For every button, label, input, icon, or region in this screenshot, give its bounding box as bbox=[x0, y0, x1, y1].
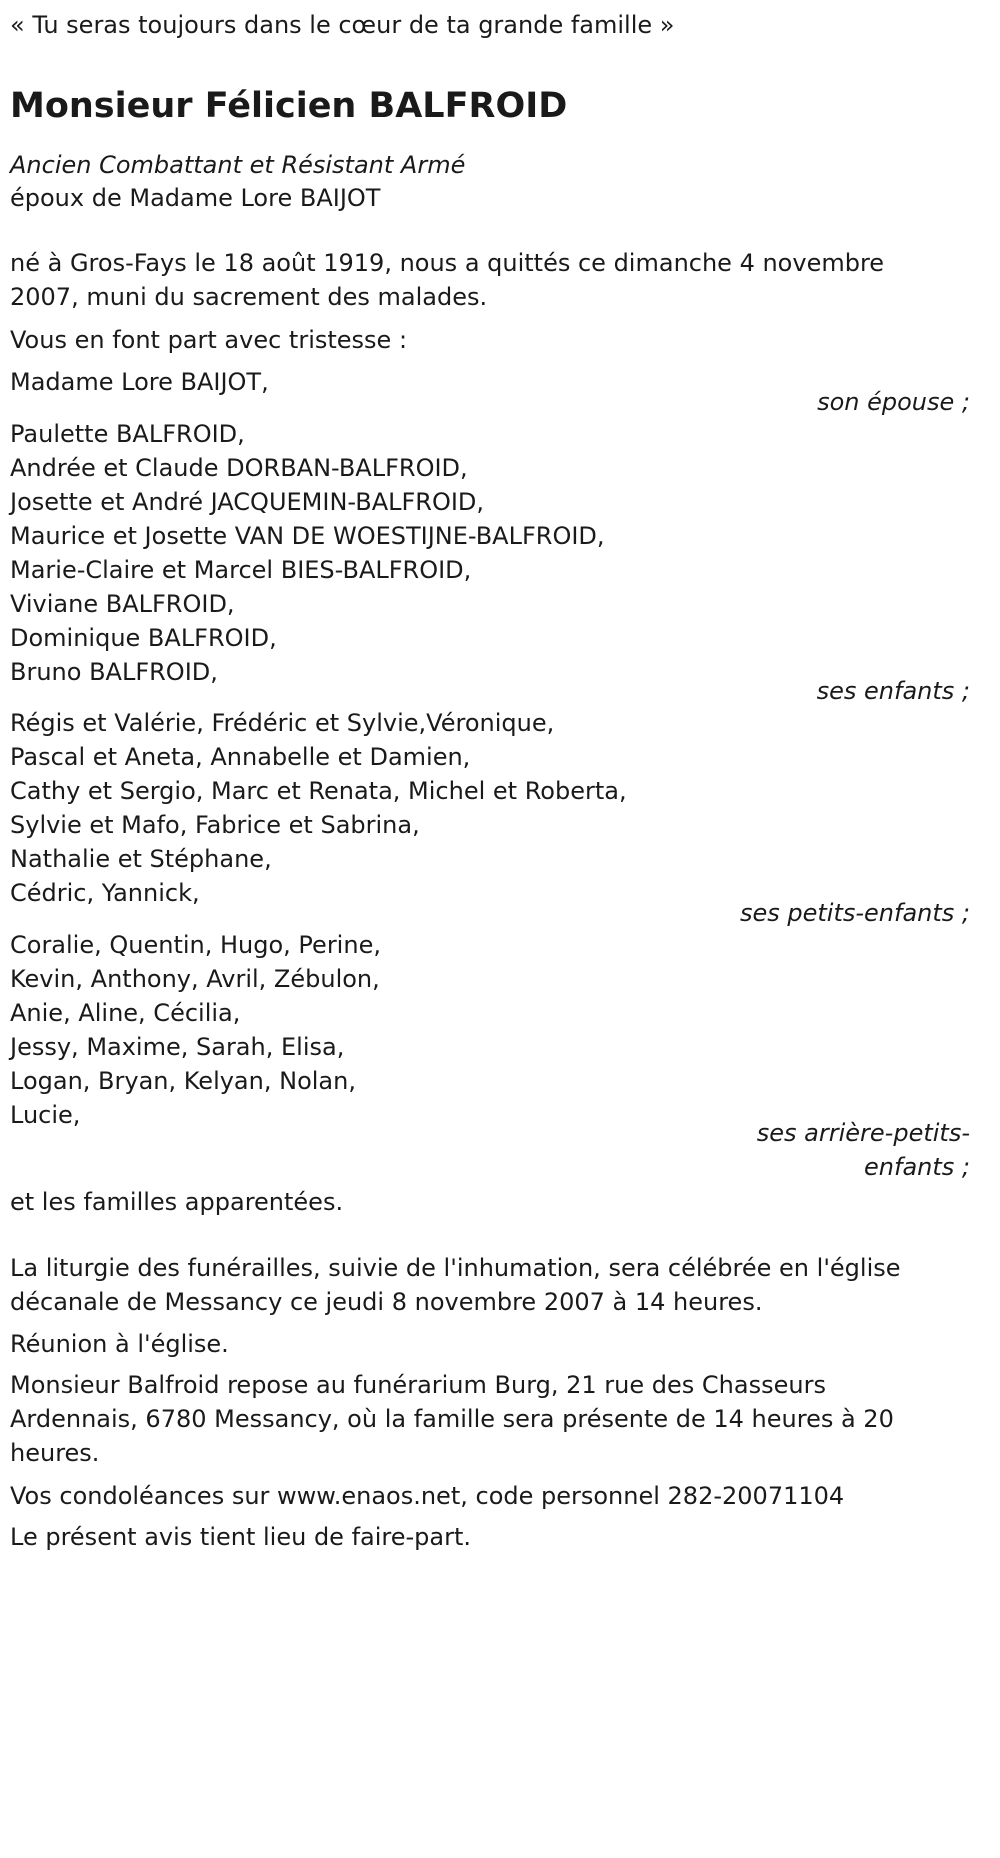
spouse-line: époux de Madame Lore BAIJOT bbox=[10, 184, 381, 212]
great-grandchildren-role-line: enfants ; bbox=[864, 1153, 970, 1181]
rest-line: heures. bbox=[10, 1439, 100, 1467]
child-name: Paulette BALFROID, bbox=[10, 420, 245, 448]
meeting: Réunion à l'église. bbox=[10, 1330, 229, 1358]
children-names bbox=[10, 417, 970, 689]
great-grandchild-name: Coralie, Quentin, Hugo, Perine, bbox=[10, 931, 381, 959]
grandchildren-names bbox=[10, 706, 970, 910]
deceased-title: Ancien Combattant et Résistant Armé bbox=[10, 151, 466, 179]
quote: « Tu seras toujours dans le cœur de ta grande famille » bbox=[10, 11, 675, 39]
great-grandchild-name: Lucie, bbox=[10, 1101, 81, 1129]
deceased-name: Monsieur Félicien BALFROID bbox=[10, 86, 568, 126]
children-role: ses enfants ; bbox=[816, 677, 970, 705]
funeral-info bbox=[10, 1251, 970, 1319]
great-grandchild-name: Kevin, Anthony, Avril, Zébulon, bbox=[10, 965, 380, 993]
closing: Le présent avis tient lieu de faire-part. bbox=[10, 1523, 472, 1551]
rest-line: Ardennais, 6780 Messancy, où la famille sera présente de 14 heures à 20 bbox=[10, 1405, 894, 1433]
grandchild-name: Sylvie et Mafo, Fabrice et Sabrina, bbox=[10, 811, 420, 839]
great-grandchild-name: Jessy, Maxime, Sarah, Elisa, bbox=[10, 1033, 345, 1061]
grandchild-name: Pascal et Aneta, Annabelle et Damien, bbox=[10, 743, 471, 771]
great-grandchild-name: Anie, Aline, Cécilia, bbox=[10, 999, 241, 1027]
child-name: Maurice et Josette VAN DE WOESTIJNE-BALFROID, bbox=[10, 522, 605, 550]
grandchild-name: Régis et Valérie, Frédéric et Sylvie,Véronique, bbox=[10, 709, 555, 737]
spouse-role: son épouse ; bbox=[817, 388, 970, 416]
birth-death-line: né à Gros-Fays le 18 août 1919, nous a quittés ce dimanche 4 novembre bbox=[10, 249, 885, 277]
condolences: Vos condoléances sur www.enaos.net, code personnel 282-20071104 bbox=[10, 1482, 845, 1510]
great-grandchildren-names bbox=[10, 928, 970, 1132]
announce: Vous en font part avec tristesse : bbox=[10, 326, 408, 354]
rest-info bbox=[10, 1368, 970, 1470]
funeral-line: La liturgie des funérailles, suivie de l'inhumation, sera célébrée en l'église bbox=[10, 1254, 901, 1282]
child-name: Marie-Claire et Marcel BIES-BALFROID, bbox=[10, 556, 472, 584]
funeral-line: décanale de Messancy ce jeudi 8 novembre 2007 à 14 heures. bbox=[10, 1288, 763, 1316]
birth-death-line: 2007, muni du sacrement des malades. bbox=[10, 283, 488, 311]
families: et les familles apparentées. bbox=[10, 1188, 344, 1216]
child-name: Andrée et Claude DORBAN-BALFROID, bbox=[10, 454, 468, 482]
great-grandchildren-role bbox=[10, 1116, 970, 1184]
child-name: Josette et André JACQUEMIN-BALFROID, bbox=[10, 488, 485, 516]
child-name: Viviane BALFROID, bbox=[10, 590, 235, 618]
grandchild-name: Nathalie et Stéphane, bbox=[10, 845, 272, 873]
child-name: Bruno BALFROID, bbox=[10, 658, 218, 686]
rest-line: Monsieur Balfroid repose au funérarium Burg, 21 rue des Chasseurs bbox=[10, 1371, 826, 1399]
grandchildren-role: ses petits-enfants ; bbox=[739, 899, 970, 927]
grandchild-name: Cédric, Yannick, bbox=[10, 879, 200, 907]
spouse-name: Madame Lore BAIJOT, bbox=[10, 368, 269, 396]
grandchild-name: Cathy et Sergio, Marc et Renata, Michel et Roberta, bbox=[10, 777, 627, 805]
child-name: Dominique BALFROID, bbox=[10, 624, 277, 652]
great-grandchild-name: Logan, Bryan, Kelyan, Nolan, bbox=[10, 1067, 356, 1095]
birth-death bbox=[10, 246, 970, 314]
great-grandchildren-role-line: ses arrière-petits- bbox=[756, 1119, 970, 1147]
